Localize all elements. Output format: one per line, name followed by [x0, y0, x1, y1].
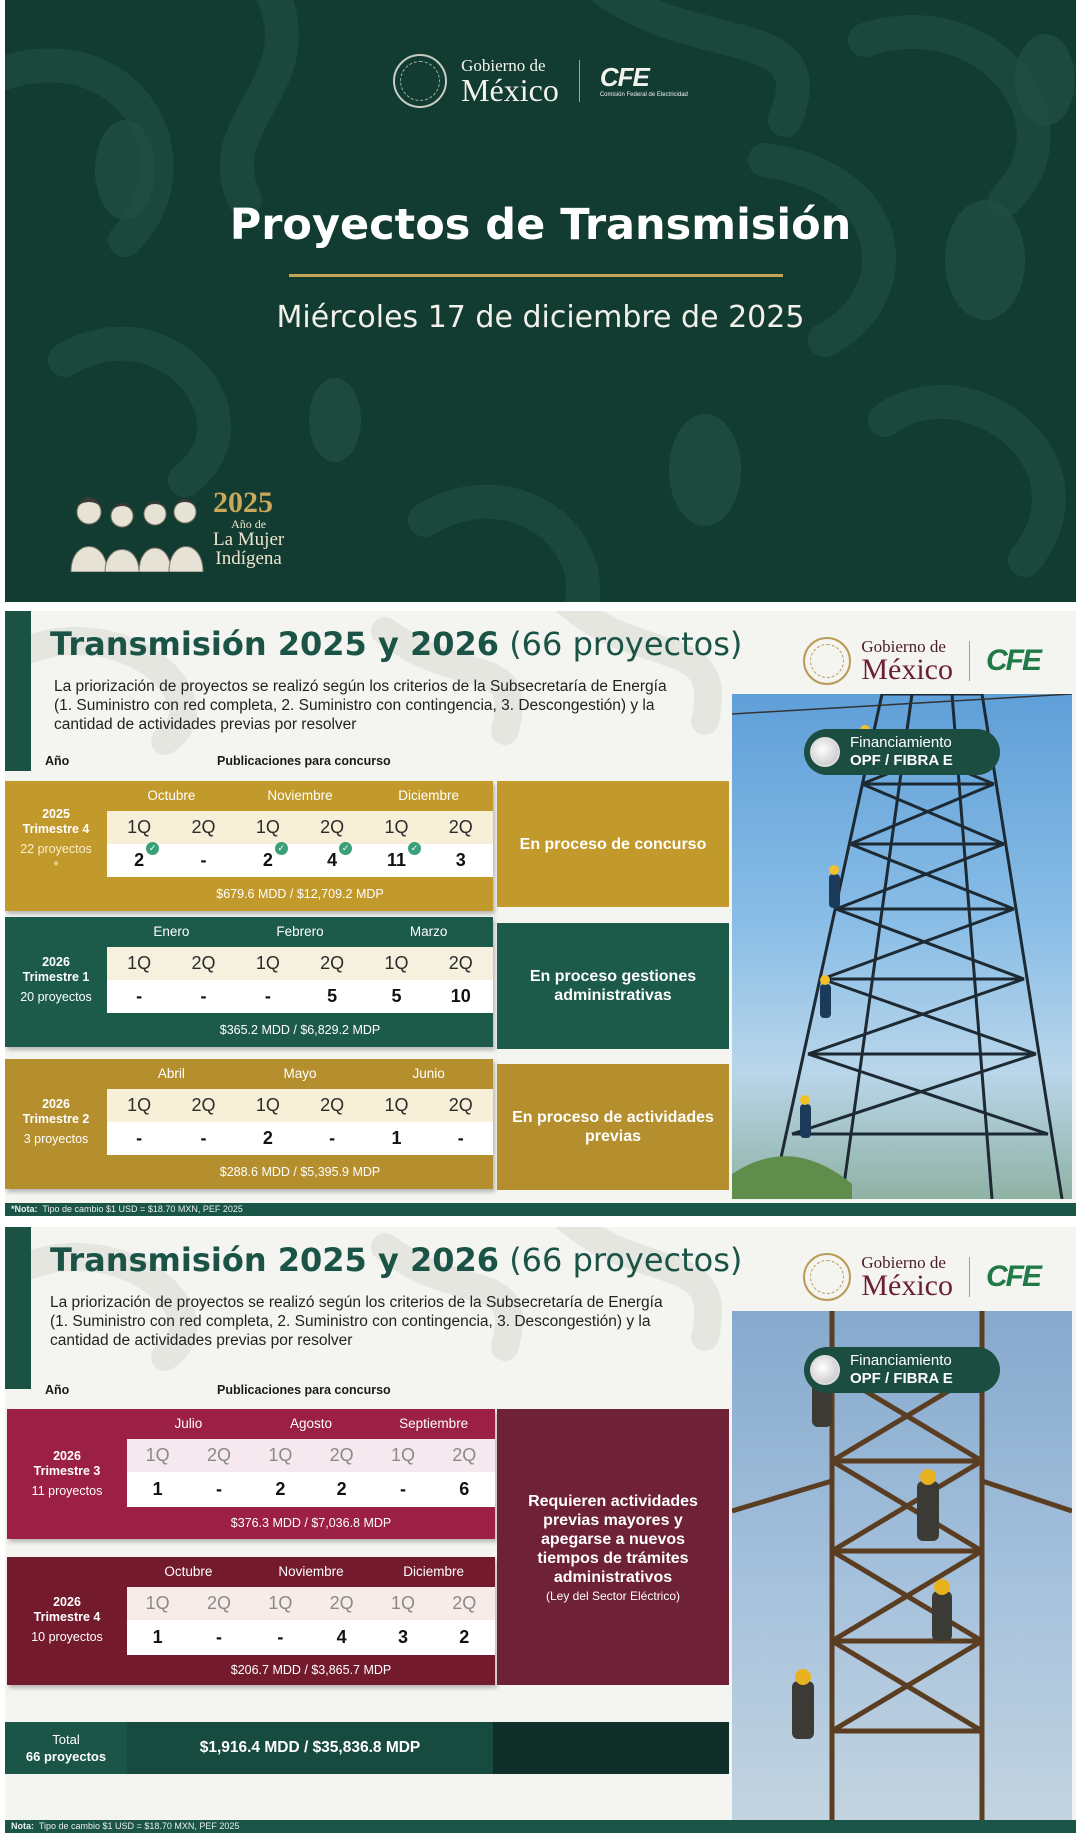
- publication-count: -: [200, 1128, 207, 1148]
- financing-value: OPF / FIBRA E: [850, 1370, 953, 1387]
- publication-count: -: [200, 850, 207, 870]
- col-publications-label: Publicaciones para concurso: [217, 1383, 391, 1397]
- footnote: [5, 1820, 1076, 1833]
- footnote-text: Tipo de cambio $1 USD = $18.70 MXN, PEF 2025: [42, 1204, 243, 1214]
- fortnight-label: 1Q: [145, 1593, 170, 1613]
- fortnight-label: 2Q: [448, 1095, 473, 1115]
- check-icon: ✓: [339, 842, 352, 855]
- gov-line1: Gobierno de: [861, 636, 946, 656]
- block-year: 2025: [42, 807, 70, 821]
- fortnight-label: 2Q: [452, 1445, 477, 1465]
- gobierno-logo: [861, 638, 953, 685]
- publication-count: -: [215, 1479, 222, 1499]
- month-header: [127, 1557, 495, 1587]
- coat-of-arms-icon: [803, 1253, 851, 1301]
- fortnight-row: [107, 811, 493, 844]
- publication-count: -: [277, 1627, 284, 1647]
- block-quarter: Trimestre 3: [33, 1464, 101, 1478]
- header-logos: [803, 1253, 1040, 1301]
- block-projects: 11 proyectos: [31, 1484, 103, 1498]
- block-year-cell: [5, 955, 107, 1005]
- check-icon: ✓: [408, 842, 421, 855]
- slide-title-rest: (66 proyectos): [499, 625, 743, 663]
- publication-count: 10: [450, 986, 471, 1006]
- month-header: [107, 781, 493, 811]
- publications-row: [107, 1122, 493, 1155]
- footnote-text: Tipo de cambio $1 USD = $18.70 MXN, PEF 2025: [38, 1821, 240, 1831]
- block-quarter: Trimestre 2: [22, 1112, 90, 1126]
- month-label: Mayo: [283, 1066, 317, 1081]
- total-label: Total: [52, 1732, 80, 1747]
- block-projects: 20 proyectos: [20, 990, 92, 1004]
- block-year-cell: [5, 1097, 107, 1147]
- month-label: Noviembre: [267, 788, 333, 803]
- fortnight-label: 2Q: [320, 817, 345, 837]
- coin-icon: [810, 1355, 840, 1385]
- publication-count-cell: [364, 844, 428, 877]
- block-year-cell: [7, 1449, 127, 1499]
- block-quarter: Trimestre 1: [22, 970, 90, 984]
- block-year-cell: [5, 807, 107, 874]
- fortnight-label: 2Q: [320, 1095, 345, 1115]
- publication-count: 4: [327, 850, 338, 870]
- fortnight-label: 1Q: [255, 1095, 280, 1115]
- month-label: Julio: [174, 1416, 203, 1431]
- fortnight-label: 1Q: [390, 1445, 415, 1465]
- publication-count: -: [200, 986, 207, 1006]
- year-badge-text: [213, 488, 284, 572]
- cfe-wordmark: CFE: [599, 62, 649, 92]
- block-year: 2026: [42, 1097, 70, 1111]
- gobierno-logo: [861, 1254, 953, 1301]
- fortnight-label: 2Q: [452, 1593, 477, 1613]
- block-projects: 22 proyectos: [20, 842, 92, 856]
- logo-divider: [969, 641, 970, 681]
- publication-count: 2: [134, 850, 145, 870]
- schedule-block-2025-t4: [5, 781, 493, 911]
- publication-count: -: [399, 1479, 406, 1499]
- tower-workers-photo: [732, 694, 1072, 1199]
- month-label: Agosto: [289, 1416, 333, 1431]
- month-label: Enero: [153, 924, 190, 939]
- publication-count: 6: [459, 1479, 470, 1499]
- financing-value: OPF / FIBRA E: [850, 752, 953, 769]
- block-quarter: Trimestre 4: [22, 822, 90, 836]
- footnote-label: *Nota:: [11, 1204, 38, 1214]
- cover-title: Proyectos de Transmisión: [229, 200, 852, 250]
- fortnight-label: 2Q: [448, 817, 473, 837]
- status-sub-text: (Ley del Sector Eléctrico): [545, 1588, 681, 1603]
- block-money: $376.3 MDD / $7,036.8 MDP: [230, 1516, 392, 1530]
- indigenous-women-illustration-icon: [67, 488, 205, 572]
- fortnight-label: 1Q: [145, 1445, 170, 1465]
- year-line3: Indígena: [215, 548, 282, 569]
- financing-badge: [804, 1347, 1000, 1393]
- block-money: $288.6 MDD / $5,395.9 MDP: [219, 1165, 381, 1179]
- header-logos: [803, 637, 1040, 685]
- publication-count: -: [215, 1627, 222, 1647]
- cfe-wordmark: CFE: [986, 644, 1040, 677]
- publication-count: -: [329, 1128, 336, 1148]
- accent-sidebar: [5, 611, 31, 771]
- fortnight-label: 2Q: [320, 953, 345, 973]
- gov-line2: México: [861, 1268, 953, 1302]
- slide-title-rest: (66 proyectos): [499, 1241, 743, 1279]
- fortnight-label: 1Q: [384, 953, 409, 973]
- month-label: Abril: [157, 1066, 185, 1081]
- fortnight-label: 1Q: [127, 817, 152, 837]
- month-label: Febrero: [276, 924, 324, 939]
- schedule-block-2026-t3: [7, 1409, 495, 1539]
- month-label: Noviembre: [278, 1564, 344, 1579]
- publication-count-cell: [107, 844, 171, 877]
- coin-icon: [810, 737, 840, 767]
- slide-title-bold: Transmisión 2025 y 2026: [50, 1241, 500, 1279]
- accent-sidebar: [5, 1227, 31, 1389]
- month-label: Octubre: [164, 1564, 213, 1579]
- slide-title-bold: Transmisión 2025 y 2026: [50, 625, 500, 663]
- financing-label: Financiamiento: [850, 1352, 952, 1369]
- cfe-wordmark: CFE: [986, 1260, 1040, 1293]
- slide-title: [50, 1241, 742, 1279]
- fortnight-label: 1Q: [127, 953, 152, 973]
- block-year: 2026: [53, 1595, 81, 1609]
- publication-count: 2: [336, 1479, 347, 1499]
- gov-line1: Gobierno de: [861, 1252, 946, 1272]
- financing-badge: [804, 729, 1000, 775]
- publications-row: [127, 1620, 495, 1655]
- logo-divider: [969, 1257, 970, 1297]
- block-money: $206.7 MDD / $3,865.7 MDP: [230, 1663, 392, 1677]
- cfe-subtitle: Comisión Federal de Electricidad: [599, 92, 688, 98]
- publication-count: 1: [152, 1479, 163, 1499]
- fortnight-label: 2Q: [206, 1445, 231, 1465]
- block-year: 2026: [53, 1449, 81, 1463]
- footnote-label: Nota:: [11, 1821, 34, 1831]
- fortnight-label: 1Q: [255, 953, 280, 973]
- gov-line2: México: [461, 71, 559, 108]
- fortnight-label: 1Q: [390, 1593, 415, 1613]
- month-label: Septiembre: [399, 1416, 469, 1431]
- fortnight-label: 2Q: [329, 1593, 354, 1613]
- block-projects: 3 proyectos: [23, 1132, 89, 1146]
- publications-row: [107, 844, 493, 877]
- block-year: 2026: [42, 955, 70, 969]
- status-en-proceso-concurso: En proceso de concurso: [497, 781, 729, 907]
- check-icon: ✓: [146, 842, 159, 855]
- gov-line1: Gobierno de: [461, 55, 546, 75]
- schedule-block-2026-t4: [7, 1557, 495, 1685]
- publication-count-cell: [300, 844, 364, 877]
- block-year-cell: [7, 1595, 127, 1645]
- tower-workers-photo: [732, 1311, 1072, 1821]
- publication-count-cell: [429, 844, 493, 877]
- col-year-label: Año: [45, 754, 70, 768]
- publication-count: 11: [386, 850, 406, 870]
- total-label-cell: [5, 1722, 127, 1774]
- fortnight-label: 2Q: [206, 1593, 231, 1613]
- status-main-text: Requieren actividades previas mayores y apegarse a nuevos tiempos de trámites administrativos: [528, 1492, 698, 1586]
- publication-count: 2: [262, 850, 273, 870]
- publication-count: 1: [391, 1128, 402, 1148]
- month-label: Marzo: [409, 924, 448, 939]
- month-label: Octubre: [147, 788, 196, 803]
- block-footnote-star: *: [53, 859, 59, 873]
- total-projects: 66 proyectos: [25, 1749, 107, 1764]
- fortnight-label: 1Q: [268, 1593, 293, 1613]
- slide-transmision-2: [5, 1227, 1076, 1833]
- cover-date: Miércoles 17 de diciembre de 2025: [276, 300, 805, 335]
- publications-row: [107, 980, 493, 1013]
- publication-count: -: [457, 1128, 464, 1148]
- fortnight-label: 1Q: [384, 1095, 409, 1115]
- block-projects: 10 proyectos: [31, 1630, 103, 1644]
- intro-text: La priorización de proyectos se realizó según los criterios de la Subsecretaría de Energía (1. Suministro con red completa, 2. Suministro con contingencia, 3. Descongestión) y la cantidad de actividades previas por resolver: [50, 1294, 663, 1349]
- fortnight-row: [107, 1089, 493, 1122]
- publication-count: -: [264, 986, 271, 1006]
- check-icon: ✓: [275, 842, 288, 855]
- publication-count: 2: [275, 1479, 286, 1499]
- status-gestiones-administrativas: En proceso gestiones administrativas: [497, 923, 729, 1049]
- fortnight-label: 1Q: [384, 817, 409, 837]
- financing-label: Financiamiento: [850, 734, 952, 751]
- fortnight-label: 2Q: [191, 1095, 216, 1115]
- publication-count: 2: [262, 1128, 273, 1148]
- publication-count: 2: [459, 1627, 470, 1647]
- fortnight-label: 1Q: [127, 1095, 152, 1115]
- month-label: Diciembre: [398, 788, 460, 803]
- fortnight-label: 1Q: [255, 817, 280, 837]
- schedule-block-2026-t2: [5, 1059, 493, 1189]
- month-header: [127, 1409, 495, 1439]
- block-quarter: Trimestre 4: [33, 1610, 101, 1624]
- slide-transmision-1: [5, 611, 1076, 1216]
- publication-count: -: [136, 986, 143, 1006]
- block-money: $679.6 MDD / $12,709.2 MDP: [216, 887, 384, 901]
- col-year-label: Año: [45, 1383, 70, 1397]
- publication-count-cell: [236, 844, 300, 877]
- fortnight-row: [127, 1439, 495, 1472]
- status-requieren-actividades: [497, 1409, 729, 1685]
- month-header: [107, 917, 493, 947]
- publication-count: 5: [327, 986, 338, 1006]
- logo-divider: [579, 60, 580, 102]
- publication-count-cell: [171, 844, 235, 877]
- coat-of-arms-icon: [393, 54, 447, 108]
- month-header: [107, 1059, 493, 1089]
- month-label: Junio: [412, 1066, 445, 1081]
- status-actividades-previas: En proceso de actividades previas: [497, 1064, 729, 1190]
- publication-count: 1: [152, 1627, 163, 1647]
- total-empty-cell: [493, 1722, 729, 1774]
- intro-text: La priorización de proyectos se realizó según los criterios de la Subsecretaría de Energía (1. Suministro con red completa, 2. Suministro con contingencia, 3. Descongestión) y la cantidad de actividades previas por resolver: [54, 678, 667, 733]
- header-logos: [5, 54, 1076, 108]
- fortnight-label: 2Q: [191, 817, 216, 837]
- fortnight-row: [107, 947, 493, 980]
- publication-count: -: [136, 1128, 143, 1148]
- fortnight-label: 2Q: [329, 1445, 354, 1465]
- year-line2: La Mujer: [213, 529, 285, 550]
- total-money: $1,916.4 MDD / $35,836.8 MDP: [127, 1722, 493, 1774]
- year-number: 2025: [213, 486, 273, 519]
- schedule-block-2026-t1: [5, 917, 493, 1047]
- cfe-logo: [600, 64, 688, 98]
- fortnight-label: 2Q: [191, 953, 216, 973]
- publication-count: 4: [336, 1627, 347, 1647]
- col-publications-label: Publicaciones para concurso: [217, 754, 391, 768]
- fortnight-row: [127, 1587, 495, 1620]
- gobierno-logo: [461, 57, 559, 106]
- publication-count: 3: [455, 850, 466, 870]
- month-label: Diciembre: [403, 1564, 465, 1579]
- publications-row: [127, 1472, 495, 1507]
- publication-count: 3: [397, 1627, 408, 1647]
- fortnight-label: 2Q: [448, 953, 473, 973]
- gov-line2: México: [861, 652, 953, 686]
- title-divider: [289, 274, 783, 277]
- block-money: $365.2 MDD / $6,829.2 MDP: [219, 1023, 381, 1037]
- footnote: [5, 1203, 1076, 1216]
- fortnight-label: 1Q: [268, 1445, 293, 1465]
- year-line1: Año de: [231, 517, 267, 531]
- year-badge: [67, 488, 284, 572]
- publication-count: 5: [391, 986, 402, 1006]
- coat-of-arms-icon: [803, 637, 851, 685]
- slide-title: [50, 625, 742, 663]
- cover-slide: [5, 0, 1076, 602]
